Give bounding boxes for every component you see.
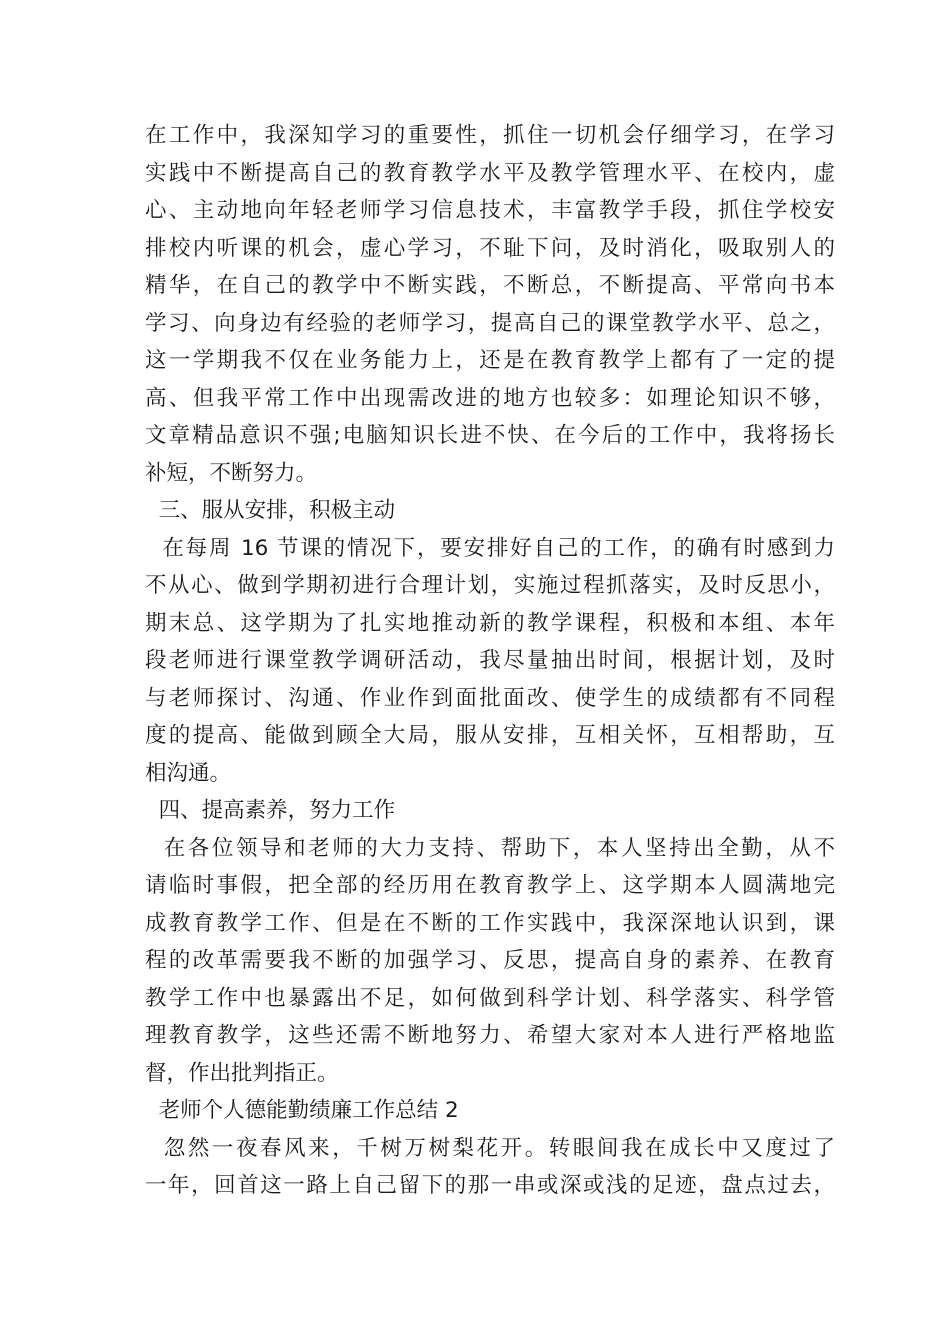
text-line: 学习、向身边有经验的老师学习，提高自己的课堂教学水平、总之，	[145, 310, 835, 336]
text-line: 高、但我平常工作中出现需改进的地方也较多：如理论知识不够，	[145, 385, 835, 411]
text-line: 在各位领导和老师的大力支持、帮助下，本人坚持出全勤，从不	[145, 835, 835, 861]
text-line: 教学工作中也暴露出不足，如何做到科学计划、科学落实、科学管	[145, 985, 835, 1011]
section-heading: 老师个人德能勤绩廉工作总结 2	[145, 1098, 459, 1123]
document-body	[145, 117, 835, 1205]
text-line: 理教育教学，这些还需不断地努力、希望大家对本人进行严格地监	[145, 1023, 835, 1048]
text-line: 排校内听课的机会，虚心学习，不耻下问，及时消化，吸取别人的	[145, 235, 835, 261]
text-line: 实践中不断提高自己的教育教学水平及教学管理水平、在校内，虚	[145, 160, 835, 186]
text-line: 在工作中，我深知学习的重要性，抓住一切机会仔细学习，在学习	[145, 123, 835, 148]
text-line: 不从心、做到学期初进行合理计划，实施过程抓落实，及时反思小，	[145, 573, 835, 598]
text-line: 精华，在自己的教学中不断实践，不断总，不断提高、平常向书本	[145, 273, 835, 298]
text-line: 一年，回首这一路上自己留下的那一串或深或浅的足迹，盘点过去，	[145, 1173, 835, 1198]
text-line: 请临时事假，把全部的经历用在教育教学上、这学期本人圆满地完	[145, 873, 835, 898]
text-line: 段老师进行课堂教学调研活动，我尽量抽出时间，根据计划，及时	[145, 648, 835, 673]
text-line: 程的改革需要我不断的加强学习、反思，提高自身的素养、在教育	[145, 948, 835, 973]
text-line: 在每周 16 节课的情况下，要安排好自己的工作，的确有时感到力	[145, 535, 835, 561]
section-heading: 三、服从安排，积极主动	[145, 498, 396, 523]
text-line: 文章精品意识不强;电脑知识长进不快、在今后的工作中，我将扬长	[145, 423, 835, 448]
text-line: 补短，不断努力。	[145, 460, 318, 486]
text-line: 成教育教学工作、但是在不断的工作实践中，我深深地认识到，课	[145, 910, 835, 936]
section-heading: 四、提高素养，努力工作	[145, 798, 396, 823]
text-line: 与老师探讨、沟通、作业作到面批面改、使学生的成绩都有不同程	[145, 685, 835, 711]
text-line: 期末总、这学期为了扎实地推动新的教学课程，积极和本组、本年	[145, 610, 835, 636]
text-line: 心、主动地向年轻老师学习信息技术，丰富教学手段，抓住学校安	[145, 198, 835, 223]
text-line: 忽然一夜春风来，千树万树梨花开。转眼间我在成长中又度过了	[145, 1135, 835, 1161]
text-line: 度的提高、能做到顾全大局，服从安排，互相关怀，互相帮助，互	[145, 723, 835, 748]
text-line: 督，作出批判指正。	[145, 1060, 339, 1086]
text-line: 这一学期我不仅在业务能力上，还是在教育教学上都有了一定的提	[145, 348, 835, 373]
text-line: 相沟通。	[145, 760, 232, 786]
